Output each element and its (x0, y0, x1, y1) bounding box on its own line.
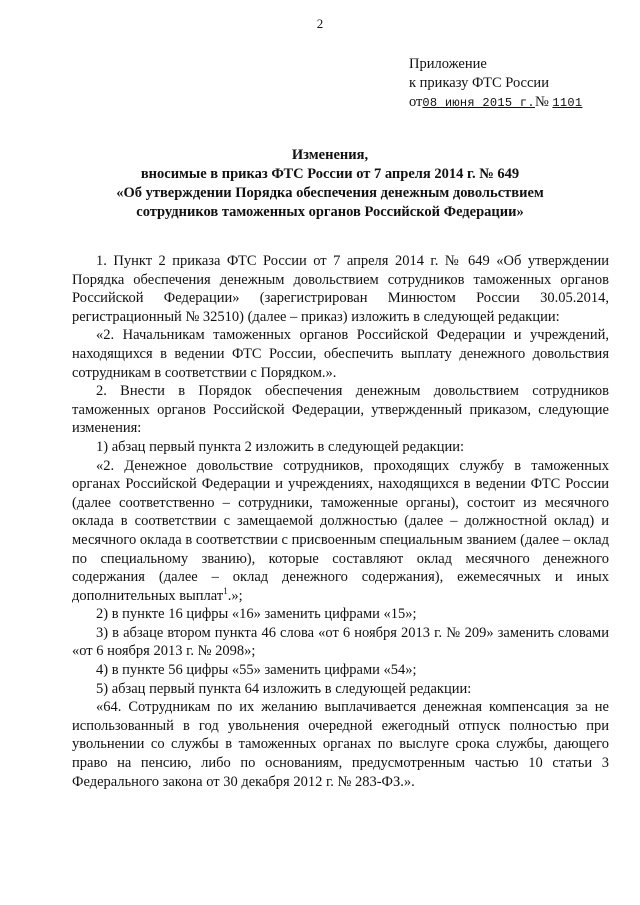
appendix-order-ref: к приказу ФТС России (409, 75, 549, 91)
paragraph-9: 5) абзац первый пункта 64 изложить в следующей редакции: (96, 680, 472, 697)
paragraph-1: 1. Пункт 2 приказа ФТС России от 7 апреля 2014 г. № 649 «Об утверждении Порядка обеспечения денежным довольствием сотрудников таможенных органов Российской Федерации» (зарегистрирован Минюстом России 30.05.2014, регистрационный № 32510) (далее – приказ) изложить в следующей редакции: (72, 253, 609, 325)
paragraph-3: 2. Внести в Порядок обеспечения денежным довольствием сотрудников таможенных органов Российской Федерации, утвержденный приказом, следующие изменения: (72, 383, 609, 437)
title-line-1: Изменения, (291, 147, 369, 163)
number-stamp: 1101 (552, 96, 583, 110)
paragraph-4: 1) абзац первый пункта 2 изложить в следующей редакции: (96, 438, 465, 455)
document-title (60, 146, 600, 222)
paragraph-10: «64. Сотрудникам по их желанию выплачивается денежная компенсация за не использованный в год увольнения очередной ежегодный отпуск полностью при увольнении со службы в таможенных органах по выслуге срока службы, дающего право на пенсию, либо по основаниям, предусмотренным частью 10 статьи 3 Федерального закона от 30 декабря 2012 г. № 283-ФЗ.». (72, 699, 609, 790)
appendix-label: Приложение (409, 56, 487, 72)
paragraph-8: 4) в пункте 56 цифры «55» заменить цифрами «54»; (96, 662, 417, 679)
title-line-3: «Об утверждении Порядка обеспечения денежным довольствием (116, 185, 544, 201)
document-body (72, 252, 609, 791)
paragraph-5 (72, 457, 609, 606)
quote-tail: .»; (227, 587, 243, 604)
page-number: 2 (316, 16, 324, 31)
paragraph-7: 3) в абзаце втором пункта 46 слова «от 6 ноября 2013 г. № 209» заменить словами «от 6 ноября 2013 г. № 2098»; (72, 624, 609, 660)
number-prefix: № (534, 94, 549, 110)
appendix-block (409, 55, 582, 113)
title-line-2: вносимые в приказ ФТС России от 7 апреля 2014 г. № 649 (140, 166, 520, 182)
paragraph-6: 2) в пункте 16 цифры «16» заменить цифрами «15»; (96, 606, 417, 623)
title-line-4: сотрудников таможенных органов Российской Федерации» (136, 204, 524, 220)
quote-text: «2. Денежное довольствие сотрудников, проходящих службу в таможенных органах Российской Федерации и учреждениях, находящихся в ведении ФТС России (далее соответственно – сотрудники, таможенные органы), состоит из месячного оклада в соответствии с замещаемой должностью (далее – должностной оклад) и месячного оклада в соответствии с присвоенным специальным званием (далее – оклад по специальному званию), которые составляют оклад месячного денежного содержания (далее – оклад денежного содержания), ежемесячных и иных дополнительных выплат (72, 457, 609, 604)
footnote-marker: 1 (223, 585, 228, 596)
date-prefix: от (409, 94, 423, 110)
date-stamp: 08 июня 2015 г. (422, 96, 535, 110)
paragraph-2: «2. Начальникам таможенных органов Российской Федерации и учреждений, находящихся в ведении ФТС России, обеспечить выплату денежного довольствия сотрудникам в соответствии с Порядком.». (72, 327, 609, 381)
appendix-date-line (409, 93, 582, 113)
